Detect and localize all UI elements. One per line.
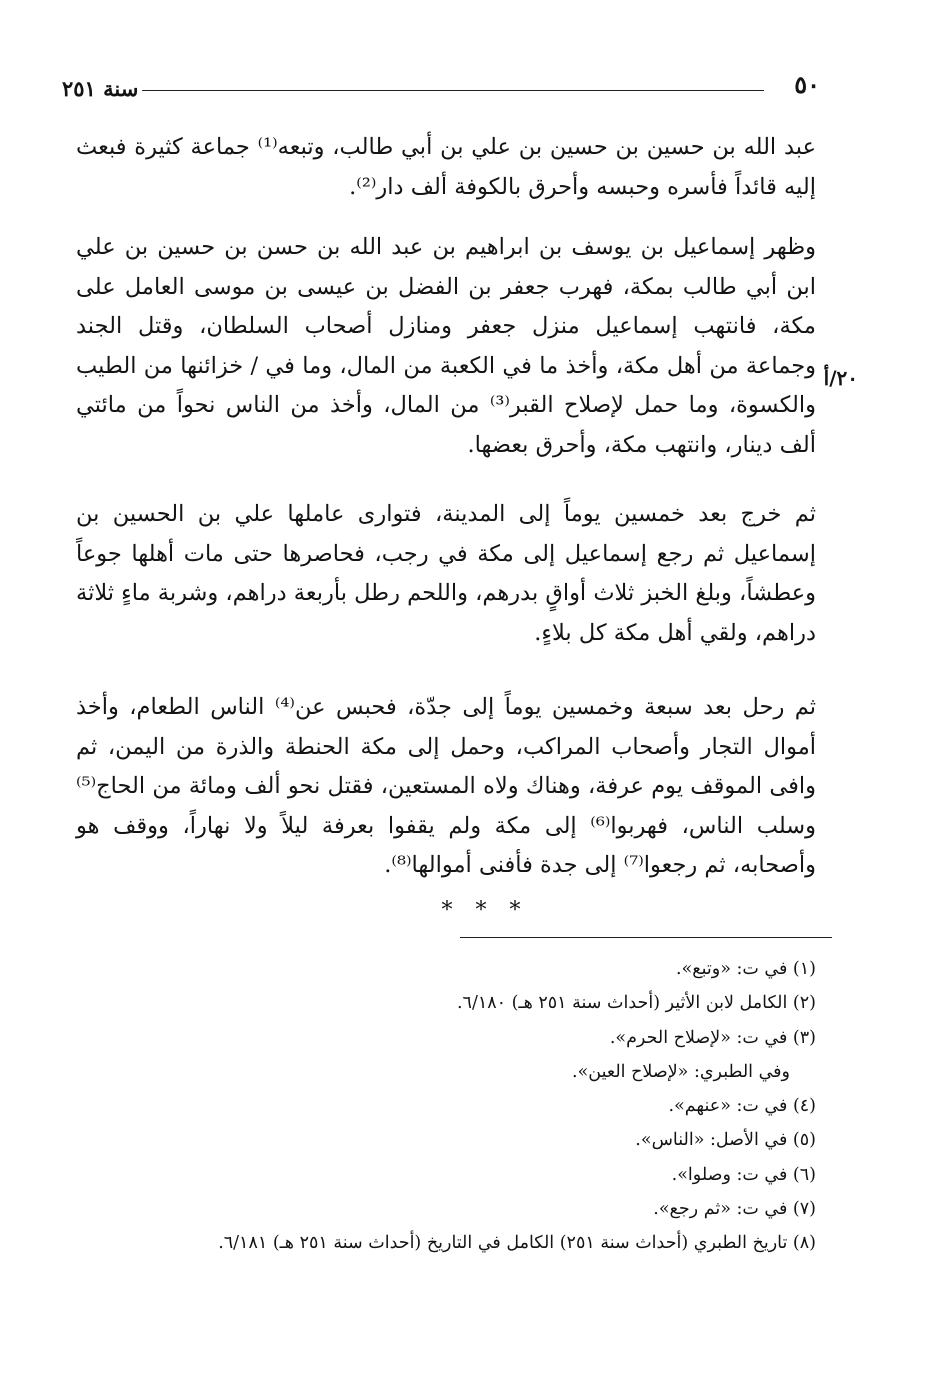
paragraph-3: ثم خرج بعد خمسين يوماً إلى المدينة، فتوارى عاملها علي بن الحسين بن إسماعيل ثم رجع إسماعيل إلى مكة في رجب، فحاصرها حتى مات أهلها جوعاً وعطشاً، وبلغ الخبز ثلاث أواقٍ بدرهم، واللحم رطل بأربعة دراهم، وشربة ماءٍ ثلاثة دراهم، ولقي أهل مكة كل بلاءٍ. [76,501,816,646]
paragraph-1: عبد الله بن حسين بن حسين بن علي بن أبي طالب، وتبعه⁽¹⁾ جماعة كثيرة فبعث إليه قائداً فأسره وحبسه وأحرق بالكوفة ألف دار⁽²⁾. [76,134,816,200]
footnote-2: (٢) الكامل لابن الأثير (أحداث سنة ٢٥١ هـ) ٦/١٨٠. [456,993,816,1014]
footnote-rule [460,937,832,938]
paragraph-4: ثم رحل بعد سبعة وخمسين يوماً إلى جدّة، فحبس عن⁽⁴⁾ الناس الطعام، وأخذ أموال التجار وأصحاب المراكب، وحمل إلى مكة الحنطة والذرة من اليمن، ثم وافى الموقف يوم عرفة، وهناك ولاه المستعين، فقتل نحو ألف ومائة من الحاج⁽⁵⁾ وسلب الناس، فهربوا⁽⁶⁾ إلى مكة ولم يقفوا بعرفة ليلاً ولا نهاراً، ووقف هو وأصحابه، ثم رجعوا⁽⁷⁾ إلى جدة فأفنى أموالها⁽⁸⁾. [76,694,817,878]
section-separator: * * * [441,898,529,923]
running-header [60,70,820,104]
footnotes [76,952,816,1261]
paragraph-2: وظهر إسماعيل بن يوسف بن ابراهيم بن عبد الله بن حسن بن حسين بن علي ابن أبي طالب بمكة، فهرب جعفر بن الفضل بن عيسى بن موسى العامل على مكة، فانتهب إسماعيل منزل جعفر ومنازل أصحاب السلطان، وقتل الجند وجماعة من أهل مكة، وأخذ ما في الكعبة من المال، وما في / خزائنها من الطيب والكسوة، وما حمل لإصلاح القبر⁽³⁾ من المال، وأخذ من الناس نحواً من مائتي ألف دينار، وانتهب مكة، وأحرق بعضها. [76,234,817,458]
page-number: ٥٠ [794,70,820,99]
running-title-year: سنة ٢٥١ [62,76,139,101]
footnote-8: (٨) تاريخ الطبري (أحداث سنة ٢٥١) الكامل في التاريخ (أحداث سنة ٢٥١ هـ) ٦/١٨١. [218,1233,816,1254]
footnote-1: (١) في ت: «وتبع». [676,959,816,979]
footnote-7: (٧) في ت: «ثم رجع». [653,1199,816,1220]
paragraph-4-block [76,688,816,886]
footnote-3-continuation: وفي الطبري: «لإصلاح العين». [572,1061,790,1082]
paragraph-1-block [76,128,816,207]
footnote-3: (٣) في ت: «لإصلاح الحرم». [609,1027,816,1048]
footnote-4: (٤) في ت: «عنهم». [668,1096,816,1117]
footnote-6: (٦) في ت: وصلوا». [671,1164,816,1185]
paragraph-3-block [76,495,816,653]
header-rule [142,90,764,91]
paragraph-2-block [76,228,816,465]
manuscript-folio-marker: ٢٠/أ [823,366,858,390]
footnote-5: (٥) في الأصل: «الناس». [635,1130,816,1151]
